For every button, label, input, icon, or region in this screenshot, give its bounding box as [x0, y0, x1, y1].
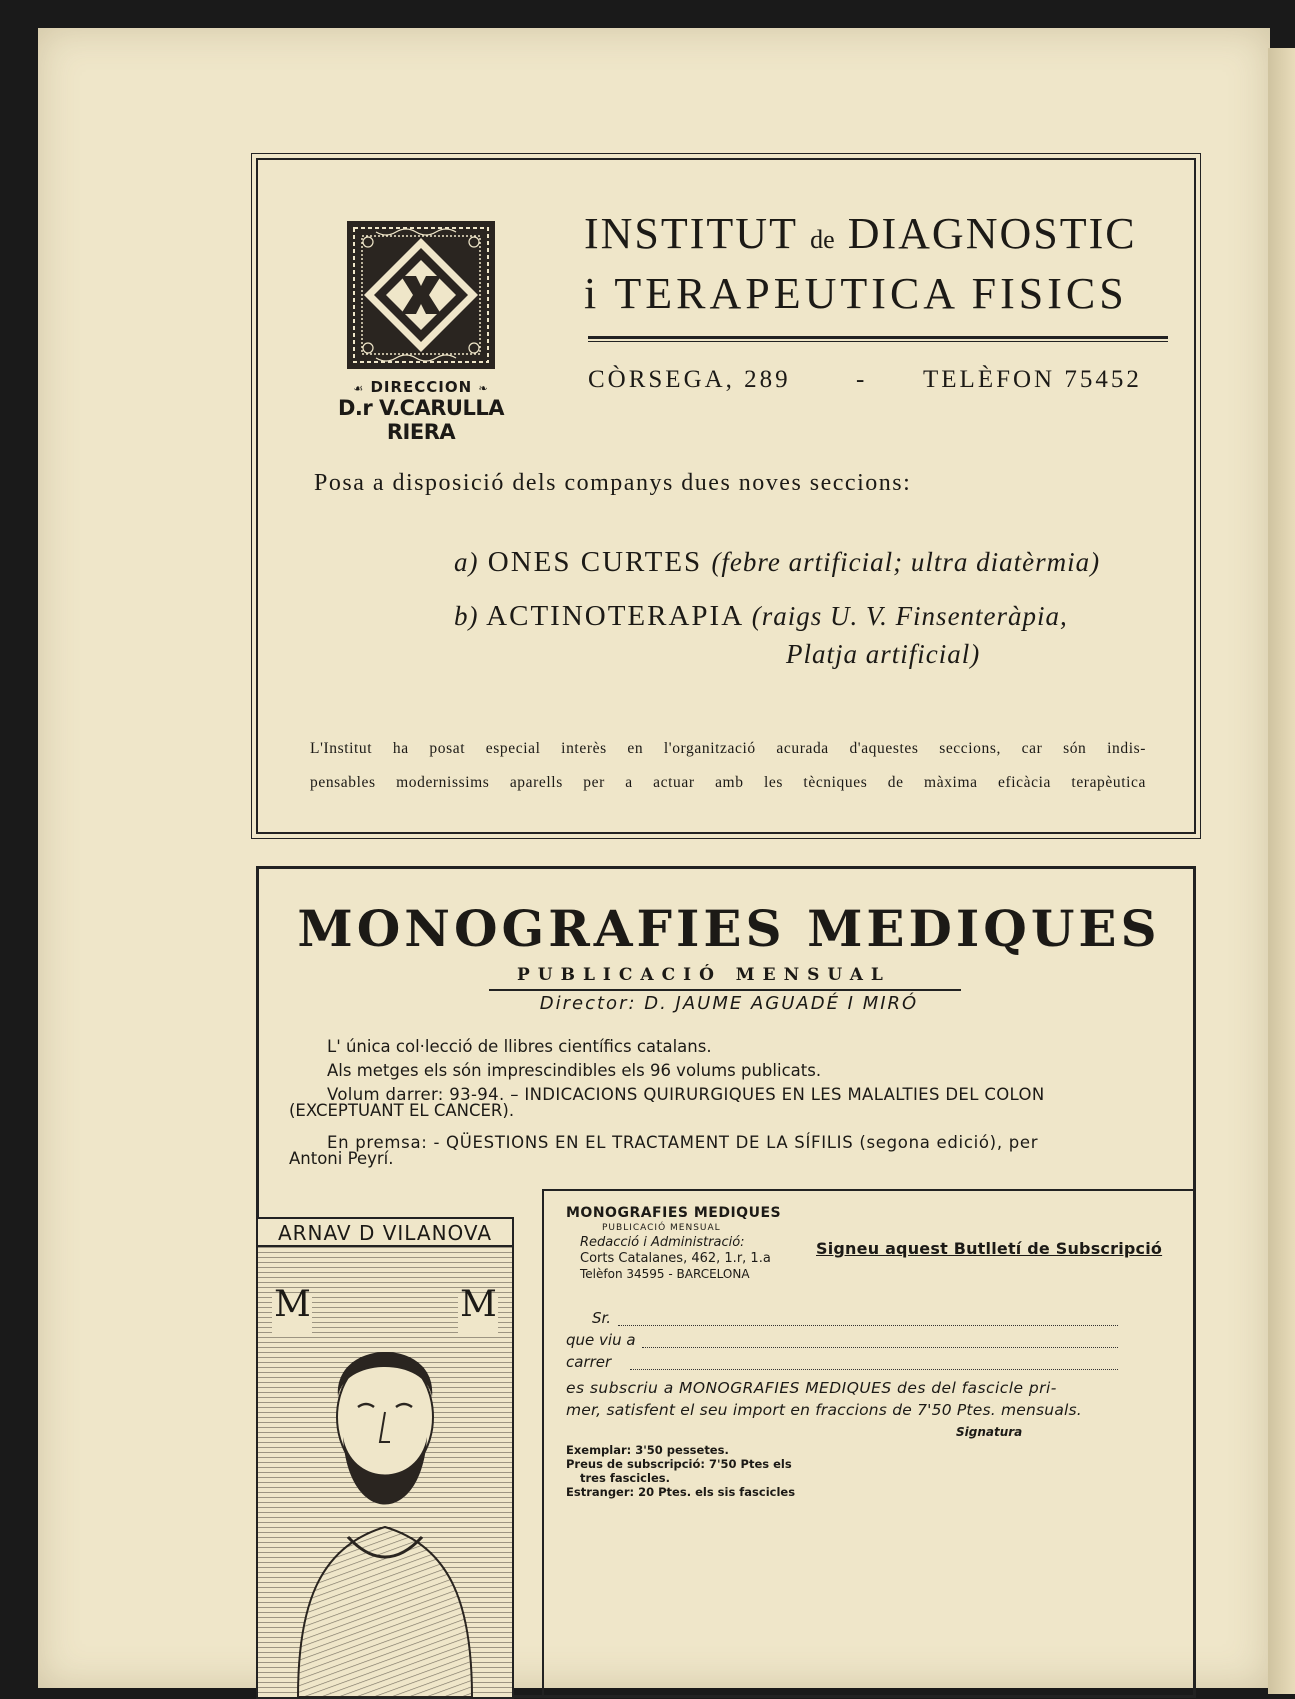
- section-b: b) ACTINOTERAPIA (raigs U. V. Finsenteràpia,: [454, 600, 1068, 632]
- portrait-woodcut: [256, 1217, 514, 1699]
- institut-address: CÒRSEGA, 289: [588, 366, 791, 393]
- price-subscripcio: Preus de subscripció: 7'50 Ptes els: [566, 1457, 792, 1471]
- logo-director-name: D.r V.CARULLA RIERA: [337, 396, 504, 444]
- price-exemplar: Exemplar: 3'50 pessetes.: [566, 1443, 729, 1457]
- institut-note-line2: pensables modernissims aparells per a actuar amb les tècniques de màxima eficàcia terapèutica: [310, 774, 1146, 791]
- price-estranger: Estranger: 20 Ptes. els sis fascicles: [566, 1485, 796, 1499]
- paragraph-4: En premsa: - QÜESTIONS EN EL TRACTAMENT DE LA SÍFILIS (segona edició), per: [327, 1133, 1039, 1152]
- form-sign-prompt: Signeu aquest Butlletí de Subscripció: [816, 1239, 1163, 1258]
- form-header-sub: PUBLICACIÓ MENSUAL: [602, 1223, 721, 1233]
- magazine-page: [38, 28, 1270, 1688]
- adjacent-page-edge: [1268, 48, 1295, 1694]
- field-sr-line[interactable]: [618, 1311, 1118, 1326]
- form-phone: Telèfon 34595 - BARCELONA: [580, 1267, 750, 1281]
- price-subscripcio-cont: tres fascicles.: [580, 1471, 670, 1485]
- paragraph-2: Als metges els són imprescindibles els 96 volums publicats.: [327, 1061, 822, 1080]
- section-a: a) ONES CURTES (febre artificial; ultra diatèrmia): [454, 546, 1101, 578]
- institut-logo-icon: [346, 220, 496, 370]
- title-divider: [588, 336, 1168, 342]
- institut-ad: [256, 158, 1196, 834]
- monografies-director: Director: D. JAUME AGUADÉ I MIRÓ: [539, 993, 919, 1014]
- paragraph-4-cont: Antoni Peyrí.: [289, 1149, 394, 1168]
- institut-intro: Posa a disposició dels companys dues noves seccions:: [314, 470, 912, 496]
- address-separator: -: [856, 366, 865, 393]
- logo-direction-label: ☙ DIRECCION ❧: [353, 378, 489, 396]
- field-viu-label: que viu a: [566, 1331, 636, 1349]
- monografies-ad: [256, 866, 1196, 1698]
- form-subscribe-line2: mer, satisfent el seu import en fraccions de 7'50 Ptes. mensuals.: [566, 1401, 1082, 1419]
- form-redaccio: Redacció i Administració:: [580, 1235, 745, 1250]
- monografies-title: MONOGRAFIES MEDIQUES: [297, 899, 1161, 958]
- institut-title-line1: INSTITUT de DIAGNOSTIC: [584, 209, 1137, 258]
- institut-title-line2: i TERAPEUTICA FISICS: [584, 269, 1128, 318]
- field-carrer-line[interactable]: [630, 1355, 1118, 1370]
- institut-note-line1: L'Institut ha posat especial interès en l'organització acurada d'aquestes seccions, car són indis-: [310, 740, 1146, 757]
- monografies-subtitle: PUBLICACIÓ MENSUAL: [517, 965, 891, 985]
- form-address: Corts Catalanes, 462, 1.r, 1.a: [580, 1251, 771, 1266]
- subscription-form: [542, 1189, 1196, 1697]
- subtitle-divider: [489, 989, 961, 991]
- portrait-initial-right: M: [460, 1284, 497, 1325]
- portrait-initial-left: M: [274, 1284, 311, 1325]
- field-carrer-label: carrer: [566, 1353, 612, 1371]
- field-viu-line[interactable]: [642, 1333, 1118, 1348]
- paragraph-3-cont: (EXCEPTUANT EL CANCER).: [289, 1101, 515, 1120]
- paragraph-1: L' única col·lecció de llibres científics catalans.: [327, 1037, 712, 1056]
- field-sr-label: Sr.: [592, 1309, 612, 1327]
- section-b-desc-cont: Platja artificial): [786, 639, 981, 669]
- form-signatura: Signatura: [956, 1425, 1023, 1439]
- form-subscribe-line1: es subscriu a MONOGRAFIES MEDIQUES des del fascicle pri-: [566, 1379, 1057, 1397]
- institut-phone: TELÈFON 75452: [923, 366, 1142, 393]
- scan-top-border: [0, 0, 1295, 28]
- paragraph-3: Volum darrer: 93-94. – INDICACIONS QUIRURGIQUES EN LES MALALTIES DEL COLON: [327, 1085, 1045, 1104]
- form-header: MONOGRAFIES MEDIQUES: [566, 1205, 782, 1221]
- portrait-label: ARNAV D VILANOVA: [258, 1219, 512, 1247]
